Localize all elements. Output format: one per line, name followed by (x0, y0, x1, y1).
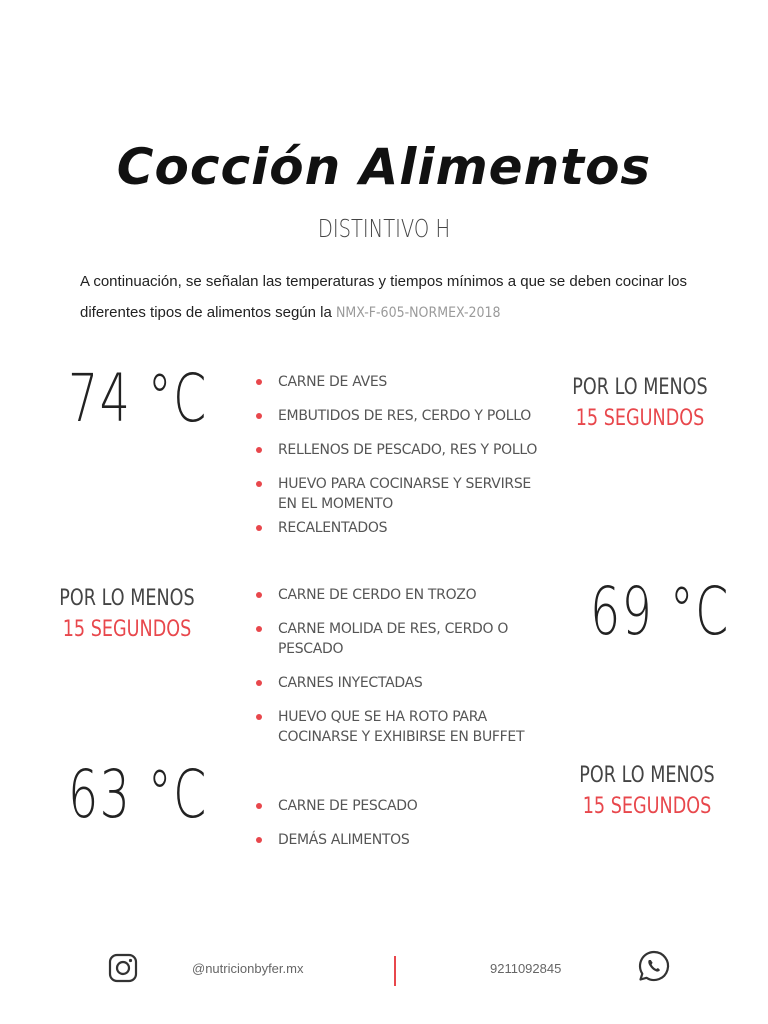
food-list-63 (256, 796, 546, 850)
min-label: POR LO MENOS (59, 586, 195, 611)
temperature-69: 69 °C (590, 573, 730, 650)
footer-divider (394, 956, 396, 986)
list-item: RELLENOS DE PESCADO, RES Y POLLO (256, 440, 546, 460)
instagram-icon[interactable] (108, 953, 138, 988)
min-time-69 (42, 583, 212, 645)
list-item: RECALENTADOS (256, 518, 546, 538)
page-subtitle: DISTINTIVO H (317, 214, 451, 243)
list-item: CARNES INYECTADAS (256, 673, 546, 693)
list-item: CARNE DE PESCADO (256, 796, 546, 816)
min-time-74 (555, 372, 725, 434)
min-time: 15 SEGUNDOS (575, 406, 705, 431)
list-item: EMBUTIDOS DE RES, CERDO Y POLLO (256, 406, 546, 426)
list-item: CARNE DE CERDO EN TROZO (256, 585, 546, 605)
min-time-63 (562, 760, 732, 822)
list-item: DEMÁS ALIMENTOS (256, 830, 546, 850)
instagram-handle[interactable]: @nutricionbyfer.mx (192, 961, 304, 976)
temperature-63: 63 °C (68, 756, 208, 833)
food-list-74 (256, 372, 546, 538)
intro-paragraph (80, 266, 740, 329)
phone-number[interactable]: 9211092845 (490, 961, 562, 976)
temperature-74: 74 °C (68, 360, 208, 437)
intro-text: A continuación, se señalan las temperaturas y tiempos mínimos a que se deben cocinar los diferentes tipos de alimentos según la (80, 273, 688, 321)
norm-reference: NMX-F-605-NORMEX-2018 (336, 305, 501, 321)
list-item: HUEVO QUE SE HA ROTO PARA COCINARSE Y EXHIBIRSE EN BUFFET (256, 707, 546, 747)
list-item: CARNE MOLIDA DE RES, CERDO O PESCADO (256, 619, 546, 659)
min-time: 15 SEGUNDOS (62, 617, 192, 642)
whatsapp-icon[interactable] (637, 949, 671, 988)
list-item: CARNE DE AVES (256, 372, 546, 392)
food-list-69 (256, 585, 546, 747)
list-item: HUEVO PARA COCINARSE Y SERVIRSE EN EL MOMENTO (256, 474, 546, 514)
min-label: POR LO MENOS (572, 375, 708, 400)
min-time: 15 SEGUNDOS (582, 794, 712, 819)
page-title: Cocción Alimentos (116, 138, 652, 196)
min-label: POR LO MENOS (579, 763, 715, 788)
